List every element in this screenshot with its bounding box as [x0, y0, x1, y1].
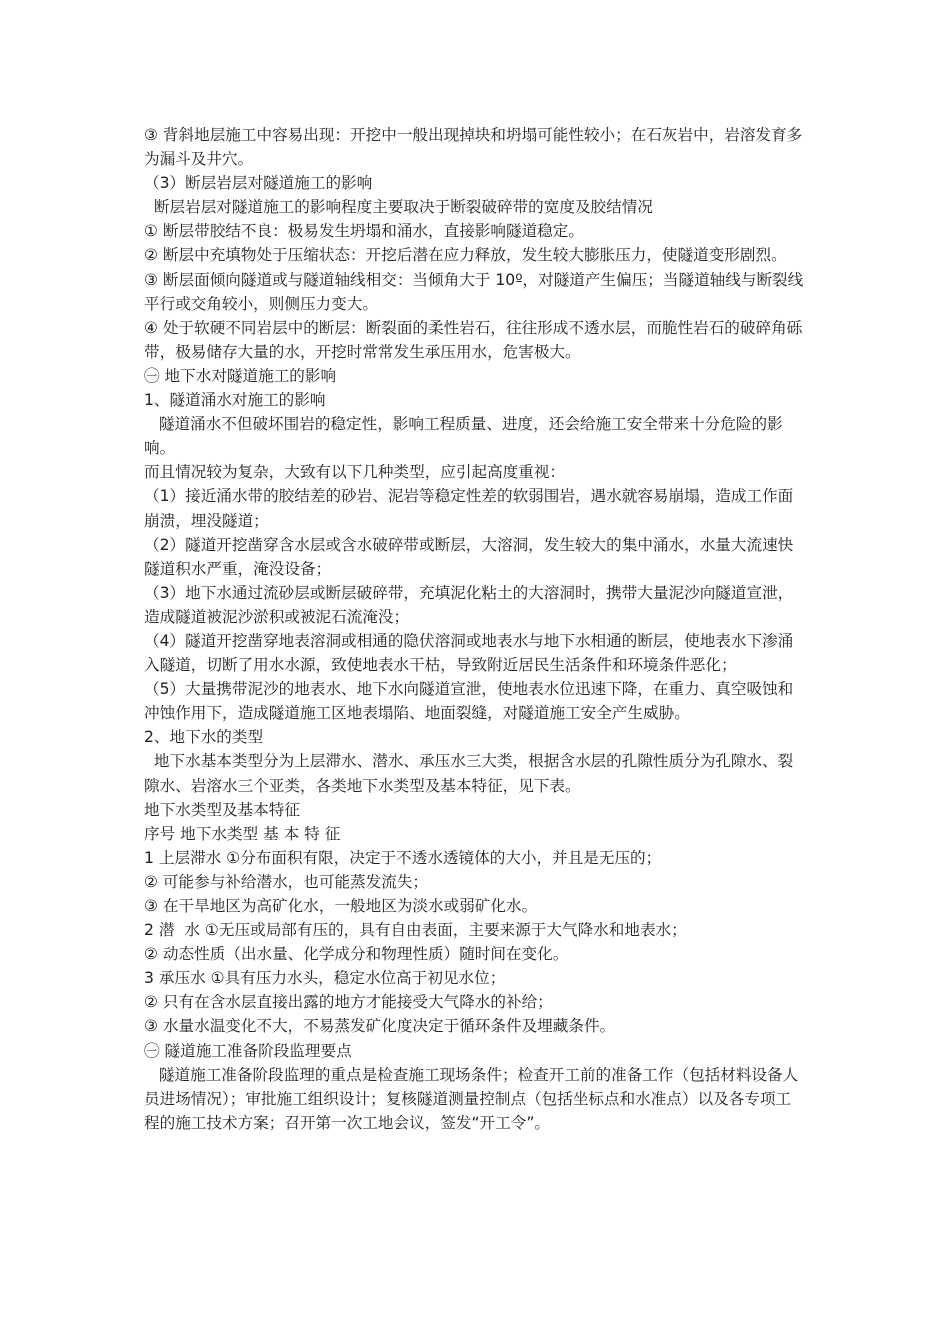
paragraph-inflow-type-5: （5）大量携带泥沙的地表水、地下水向隧道宣泄，使地表水位迅速下降，在重力、真空吸蚀和冲蚀作用下，造成隧道施工区地表塌陷、地面裂缝，对隧道施工安全产生威胁。: [144, 680, 794, 723]
document-body: [144, 123, 804, 1135]
paragraph-inflow-type-2: （2）隧道开挖凿穿含水层或含水破碎带或断层，大溶洞，发生较大的集中涌水，水量大流速快隧道积水严重，淹没设备；: [144, 535, 794, 578]
paragraph-fault-item-3: ③ 断层面倾向隧道或与隧道轴线相交：当倾角大于 10º，对隧道产生偏压；当隧道轴线与断裂线平行或交角较小，则侧压力变大。: [144, 270, 804, 313]
table-row-phreatic-water-1: 2 潜 水 ①无压或局部有压的，具有自由表面，主要来源于大气降水和地表水；: [144, 921, 687, 940]
table-row-perched-water-2: ② 可能参与补给潜水，也可能蒸发流失；: [144, 872, 429, 891]
paragraph-inflow-type-4: （4）隧道开挖凿穿地表溶洞或相通的隐伏溶洞或地表水与地下水相通的断层，使地表水下渗涌入隧道，切断了用水水源，致使地表水干枯，导致附近居民生活条件和环境条件恶化；: [144, 631, 794, 675]
table-row-phreatic-water-2: ② 动态性质（出水量、化学成分和物理性质）随时间在变化。: [144, 945, 569, 964]
heading-tunnel-inflow: 1、隧道涌水对施工的影响: [144, 391, 326, 410]
heading-groundwater-impact: ㊀ 地下水对隧道施工的影响: [144, 366, 337, 385]
heading-fault-strata: （3）断层岩层对隧道施工的影响: [144, 174, 373, 193]
table-row-perched-water-1: 1 上层滞水 ①分布面积有限，决定于不透水透镜体的大小，并且是无压的；: [144, 848, 662, 867]
paragraph-preparation-supervision: 隧道施工准备阶段监理的重点是检查施工现场条件；检查开工前的准备工作（包括材料设备人员进场情况）；审批施工组织设计；复核隧道测量控制点（包括坐标点和水准点）以及各专项工程的施工技术方案；召开第一次工地会议，签发“开工令”。: [144, 1065, 799, 1132]
table-row-confined-water-2: ② 只有在含水层直接出露的地方才能接受大气降水的补给；: [144, 993, 553, 1012]
paragraph-fault-item-4: ④ 处于软硬不同岩层中的断层：断裂面的柔性岩石，往往形成不透水层，而脆性岩石的破碎角砾带，极易储存大量的水，开挖时常常发生承压用水，危害极大。: [144, 318, 803, 361]
paragraph-inflow-types-intro: 而且情况较为复杂，大致有以下几种类型，应引起高度重视：: [144, 463, 566, 482]
heading-preparation-supervision: ㊀ 隧道施工准备阶段监理要点: [144, 1041, 352, 1060]
paragraph-fault-item-2: ② 断层中充填物处于压缩状态：开挖后潜在应力释放，发生较大膨胀压力，使隧道变形剧烈。: [144, 246, 787, 265]
paragraph-fault-item-1: ① 断层带胶结不良：极易发生坍塌和涌水，直接影响隧道稳定。: [144, 222, 584, 241]
table-row-confined-water-1: 3 承压水 ①具有压力水头，稳定水位高于初见水位；: [144, 969, 506, 988]
paragraph-anticline-construction: ③ 背斜地层施工中容易出现：开挖中一般出现掉块和坍塌可能性较小；在石灰岩中，岩溶发育多为漏斗及井穴。: [144, 126, 803, 169]
table-title: 地下水类型及基本特征: [144, 800, 300, 819]
paragraph-groundwater-types-intro: 地下水基本类型分为上层滞水、潜水、承压水三大类，根据含水层的孔隙性质分为孔隙水、裂隙水、岩溶水三个亚类，各类地下水类型及基本特征，见下表。: [144, 752, 794, 795]
table-header-row: 序号 地下水类型 基 本 特 征: [144, 824, 341, 843]
table-row-perched-water-3: ③ 在干旱地区为高矿化水，一般地区为淡水或弱矿化水。: [144, 897, 538, 915]
paragraph-inflow-type-1: （1）接近涌水带的胶结差的砂岩、泥岩等稳定性差的软弱围岩，遇水就容易崩塌，造成工作面崩溃，埋没隧道；: [144, 487, 794, 530]
heading-groundwater-types: 2、地下水的类型: [144, 728, 264, 747]
table-row-confined-water-3: ③ 水量水温变化不大，不易蒸发矿化度决定于循环条件及埋藏条件。: [144, 1017, 616, 1036]
paragraph-fault-intro: 断层岩层对隧道施工的影响程度主要取决于断裂破碎带的宽度及胶结情况: [144, 198, 653, 217]
paragraph-inflow-type-3: （3）地下水通过流砂层或断层破碎带，充填泥化粘土的大溶洞时，携带大量泥沙向隧道宣泄，造成隧道被泥沙淤积或被泥石流淹没；: [144, 583, 794, 626]
paragraph-inflow-intro: 隧道涌水不但破坏围岩的稳定性，影响工程质量、进度，还会给施工安全带来十分危险的影响。: [144, 415, 783, 458]
